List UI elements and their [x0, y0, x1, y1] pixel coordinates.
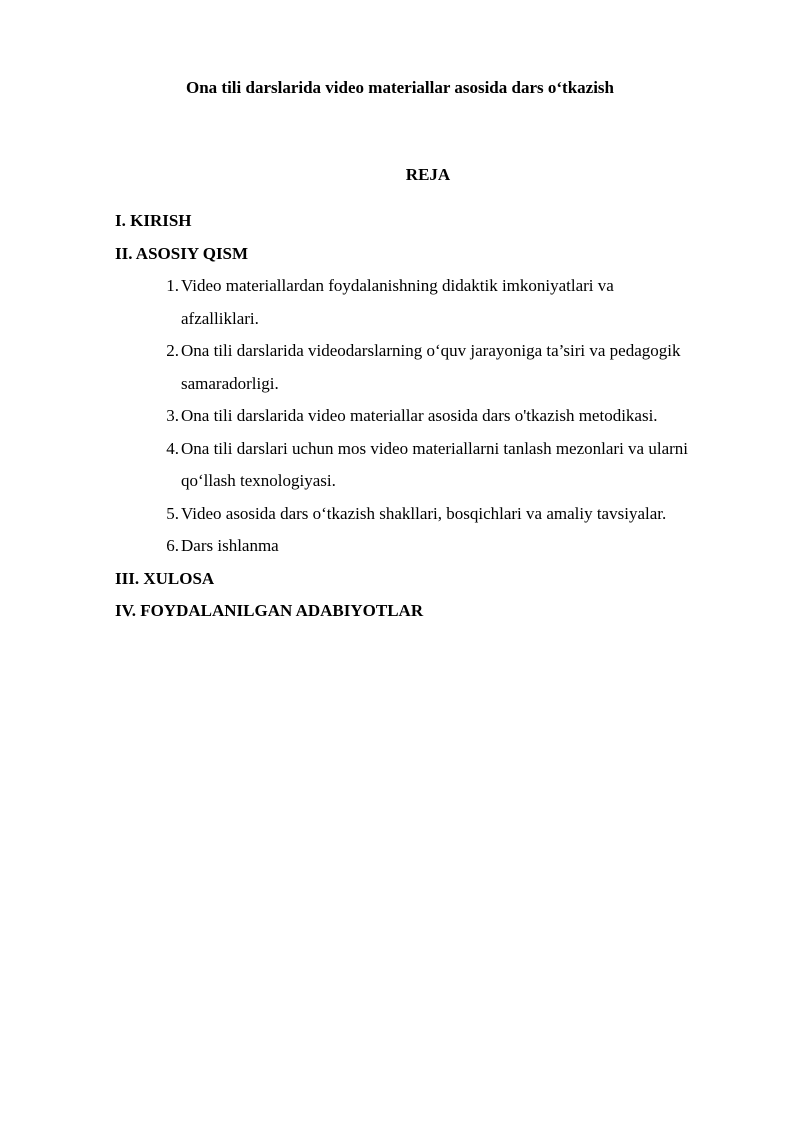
- list-item-number: 2.: [166, 341, 179, 360]
- list-item-number: 3.: [166, 406, 179, 425]
- plan-heading: REJA: [405, 165, 451, 184]
- list-item-number: 4.: [166, 438, 179, 458]
- list-item-line: Dars ishlanma: [181, 536, 279, 555]
- list-item-line: qo‘llash texnologiyasi.: [181, 471, 336, 490]
- list-item-number: 1.: [166, 276, 179, 295]
- section-references: IV. FOYDALANILGAN ADABIYOTLAR: [115, 601, 424, 620]
- list-item: [166, 270, 755, 335]
- list-item-line: Ona tili darslarida video materiallar asosida dars o'tkazish metodikasi.: [181, 406, 658, 425]
- list-item-number: 6.: [166, 536, 179, 555]
- list-item-line: afzalliklari.: [181, 308, 259, 328]
- list-item: [166, 335, 755, 400]
- list-item-line: Video asosida dars o‘tkazish shakllari, bosqichlari va amaliy tavsiyalar.: [181, 503, 667, 523]
- section-main: II. ASOSIY QISM: [115, 243, 249, 263]
- list-item-line: samaradorligi.: [181, 373, 279, 393]
- list-item-line: Ona tili darslarida videodarslarning o‘quv jarayoniga ta’siri va pedagogik: [181, 341, 681, 360]
- plan-outline: [115, 205, 755, 628]
- section-intro: I. KIRISH: [115, 211, 192, 230]
- list-item: [166, 400, 755, 433]
- list-item: [166, 433, 755, 498]
- list-item-line: Ona tili darslari uchun mos video materiallarni tanlash mezonlari va ularni: [181, 438, 689, 458]
- list-item: [166, 530, 755, 563]
- list-item-line: Video materiallardan foydalanishning didaktik imkoniyatlari va: [181, 276, 614, 295]
- list-item: [166, 498, 755, 531]
- section-conclusion: III. XULOSA: [115, 568, 215, 588]
- document-title: Ona tili darslarida video materiallar asosida dars o‘tkazish: [185, 78, 614, 97]
- list-item-number: 5.: [166, 503, 179, 523]
- main-items-list: [115, 270, 755, 563]
